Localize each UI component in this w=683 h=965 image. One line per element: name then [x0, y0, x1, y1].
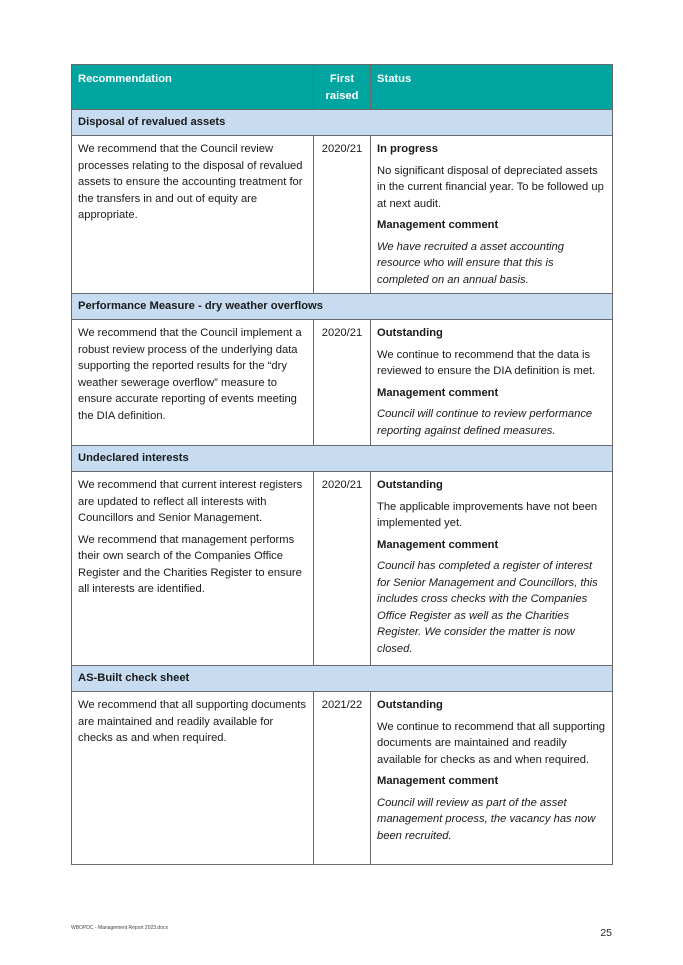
- section-row: [72, 294, 613, 320]
- table-row: [72, 472, 613, 666]
- table-row: [72, 692, 613, 865]
- management-comment-label: Management comment: [377, 219, 499, 231]
- header-recommendation: Recommendation: [72, 65, 314, 110]
- recommendation-text: We recommend that the Council implement a robust review process of the underlying data supporting the reported results for the “dry weather sewerage overflow” measure to ensure accurate reporting of events meeting the DIA definition.: [78, 327, 302, 422]
- status-label: Outstanding: [377, 699, 443, 711]
- status-text: We continue to recommend that the data is reviewed to ensure the DIA definition is met.: [377, 348, 596, 377]
- status-label: Outstanding: [377, 327, 443, 339]
- header-first-raised: First raised: [314, 65, 371, 110]
- status-label: Outstanding: [377, 479, 443, 491]
- page-number: 25: [600, 927, 612, 939]
- table-row: [72, 136, 613, 294]
- recommendation-cell: [72, 136, 314, 294]
- status-cell: [371, 320, 613, 446]
- management-comment-label: Management comment: [377, 538, 499, 551]
- recommendations-table: [71, 64, 613, 865]
- section-row: [72, 446, 613, 472]
- management-comment-label: Management comment: [377, 386, 499, 399]
- recommendation-text: We recommend that the Council review processes relating to the disposal of revalued assets to ensure the accounting treatment for the transfers in and out of equity are appropriate.: [78, 143, 303, 221]
- status-cell: [371, 136, 613, 294]
- status-label: In progress: [377, 143, 438, 155]
- recommendation-cell: [72, 472, 314, 666]
- status-text: No significant disposal of depreciated assets in the current financial year. To be followed up at next audit.: [377, 164, 604, 210]
- section-row: [72, 110, 613, 136]
- status-cell: [371, 692, 613, 865]
- footer-document-name: WBOPDC - Management Report 2023.docx: [71, 925, 168, 931]
- section-title: Undeclared interests: [72, 446, 613, 472]
- management-comment-text: Council will continue to review performance reporting against defined measures.: [377, 408, 593, 437]
- management-comment-label: Management comment: [377, 775, 499, 787]
- management-comment-text: We have recruited a asset accounting resource who will ensure that this is completed on an annual basis.: [377, 240, 564, 286]
- first-raised-cell: 2020/21: [314, 472, 371, 666]
- management-comment-text: Council will review as part of the asset management process, the vacancy has now been recruited.: [377, 796, 596, 842]
- management-comment-text: Council has completed a register of interest for Senior Management and Councillors, this includes cross checks with the Companies Office Register as well as the Charities Register. We consider the matter is now closed.: [377, 560, 598, 655]
- section-row: [72, 666, 613, 692]
- section-title: Performance Measure - dry weather overflows: [72, 294, 613, 320]
- section-title: AS-Built check sheet: [72, 666, 613, 692]
- status-cell: [371, 472, 613, 666]
- recommendation-cell: [72, 692, 314, 865]
- table-header-row: [72, 65, 613, 110]
- recommendation-text: We recommend that current interest registers are updated to reflect all interests with Councillors and Senior Management.: [78, 479, 303, 524]
- table-row: [72, 320, 613, 446]
- first-raised-cell: 2020/21: [314, 320, 371, 446]
- recommendation-cell: [72, 320, 314, 446]
- header-status: Status: [371, 65, 613, 110]
- first-raised-cell: 2020/21: [314, 136, 371, 294]
- recommendation-text: We recommend that management performs their own search of the Companies Office Register and the Charities Register to ensure all interests are identified.: [78, 533, 302, 595]
- first-raised-cell: 2021/22: [314, 692, 371, 865]
- status-text: The applicable improvements have not been implemented yet.: [377, 500, 598, 529]
- recommendation-text: We recommend that all supporting documents are maintained and readily available for checks as and when required.: [78, 699, 307, 744]
- section-title: Disposal of revalued assets: [72, 110, 613, 136]
- status-text: We continue to recommend that all supporting documents are maintained and readily available for checks as and when required.: [377, 720, 606, 766]
